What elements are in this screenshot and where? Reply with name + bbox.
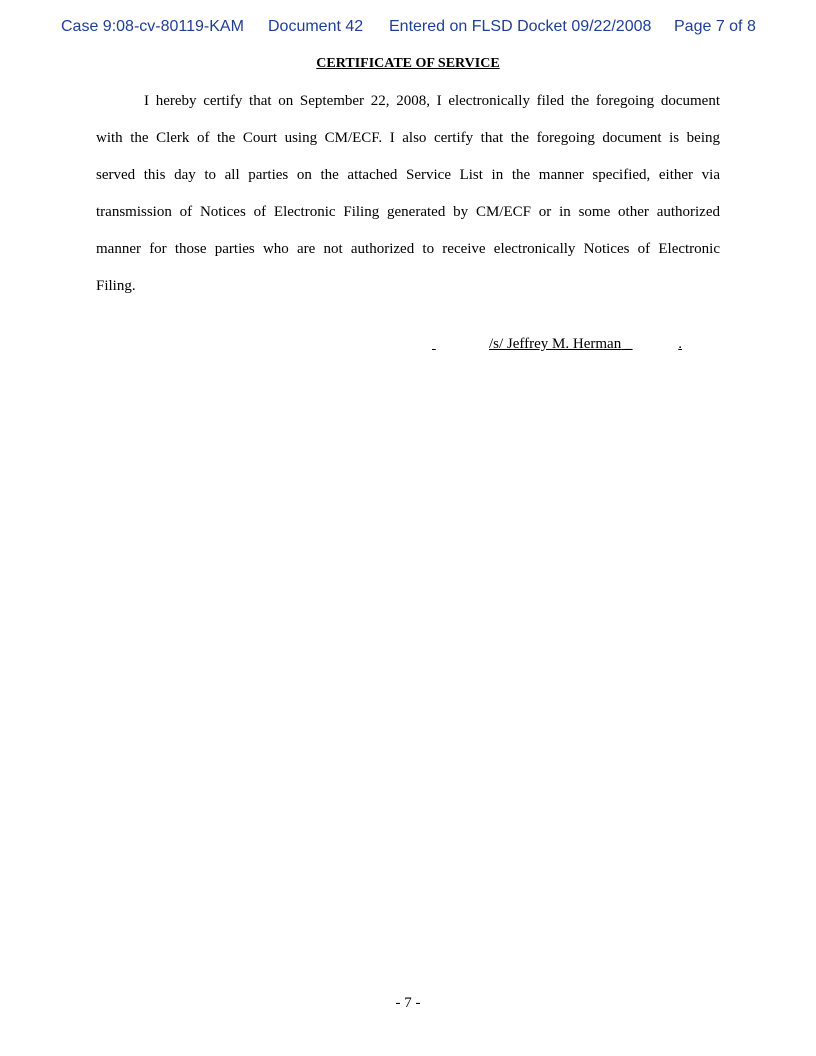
signature-underline-right: _: [621, 336, 633, 352]
signature-block: [432, 334, 694, 354]
certificate-line-1: I hereby certify that on September 22, 2008, I electronically filed the foregoing document: [144, 93, 720, 109]
certificate-title: CERTIFICATE OF SERVICE: [316, 56, 500, 71]
signature-name: /s/ Jeffrey M. Herman: [489, 336, 622, 352]
certificate-line-5: manner for those parties who are not authorized to receive electronically Notices of Electronic: [96, 241, 720, 257]
docket-case-number: Case 9:08-cv-80119-KAM: [61, 18, 244, 35]
page-number: - 7 -: [395, 995, 421, 1011]
docket-page-indicator: Page 7 of 8: [674, 18, 756, 35]
certificate-line-6: Filing.: [96, 278, 136, 294]
certificate-line-3: served this day to all parties on the attached Service List in the manner specified, either via: [96, 167, 720, 183]
docket-document-number: Document 42: [268, 18, 364, 35]
certificate-line-2: with the Clerk of the Court using CM/ECF. I also certify that the foregoing document is being: [96, 130, 720, 146]
signature-suffix: .: [678, 336, 682, 352]
signature-underline-left: [432, 334, 489, 354]
certificate-line-4: transmission of Notices of Electronic Filing generated by CM/ECF or in some other authorized: [96, 204, 720, 220]
docket-entered-date: Entered on FLSD Docket 09/22/2008: [389, 18, 652, 35]
docket-header: [0, 16, 816, 40]
